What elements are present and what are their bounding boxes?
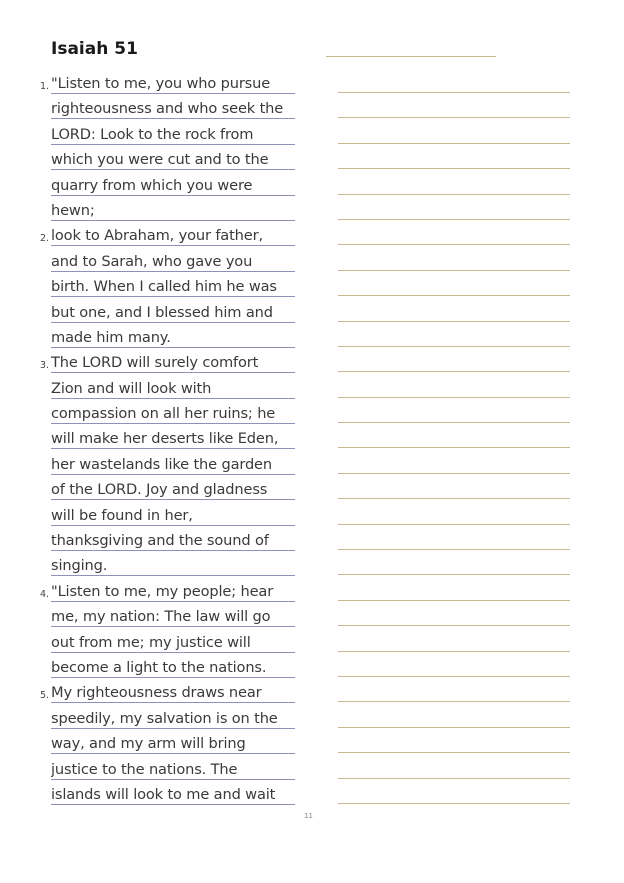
verse-line xyxy=(0,732,300,757)
text-underline xyxy=(51,550,295,551)
writing-line xyxy=(338,498,570,523)
writing-line xyxy=(338,244,570,269)
text-underline xyxy=(51,220,295,221)
writing-line xyxy=(338,270,570,295)
verse-line xyxy=(0,783,300,808)
verse-line xyxy=(0,174,300,199)
verse-line xyxy=(0,758,300,783)
text-underline xyxy=(51,93,295,94)
verse-line-text: will be found in her, xyxy=(51,506,193,524)
verse-line-text: will make her deserts like Eden, xyxy=(51,430,279,448)
writing-line xyxy=(338,219,570,244)
verse-line xyxy=(0,402,300,427)
writing-line xyxy=(338,524,570,549)
text-underline xyxy=(51,372,295,373)
writing-line xyxy=(338,778,570,803)
verse-line xyxy=(0,453,300,478)
verse-line xyxy=(0,681,300,706)
text-underline xyxy=(51,118,295,119)
writing-line xyxy=(338,143,570,168)
verse-number: 4. xyxy=(40,588,50,600)
writing-line xyxy=(338,422,570,447)
writing-line xyxy=(338,371,570,396)
verse-line-text: made him many. xyxy=(51,328,171,346)
writing-line xyxy=(338,549,570,574)
writing-line xyxy=(338,574,570,599)
text-underline xyxy=(51,322,295,323)
text-underline xyxy=(51,195,295,196)
verse-line-text: become a light to the nations. xyxy=(51,658,267,676)
verse-line-text: islands will look to me and wait xyxy=(51,785,276,803)
writing-line xyxy=(338,651,570,676)
writing-line xyxy=(338,803,570,828)
verse-line xyxy=(0,656,300,681)
verse-line xyxy=(0,301,300,326)
text-underline xyxy=(51,144,295,145)
text-underline xyxy=(51,677,295,678)
text-underline xyxy=(51,296,295,297)
verse-line xyxy=(0,275,300,300)
verse-line xyxy=(0,351,300,376)
verse-line xyxy=(0,580,300,605)
verse-line-text: "Listen to me, you who pursue xyxy=(51,75,271,92)
verse-line xyxy=(0,605,300,630)
verse-line-text: righteousness and who seek the xyxy=(51,100,284,118)
text-underline xyxy=(51,448,295,449)
verse-line xyxy=(0,504,300,529)
writing-line xyxy=(338,397,570,422)
text-underline xyxy=(51,347,295,348)
verse-line xyxy=(0,97,300,122)
verse-line-text: of the LORD. Joy and gladness xyxy=(51,481,268,499)
writing-line xyxy=(338,346,570,371)
verse-line-text: out from me; my justice will xyxy=(51,633,251,651)
writing-line xyxy=(338,625,570,650)
writing-line xyxy=(338,168,570,193)
writing-line xyxy=(338,321,570,346)
writing-line xyxy=(338,117,570,142)
verse-line-text: speedily, my salvation is on the xyxy=(51,709,278,727)
writing-line xyxy=(338,727,570,752)
text-underline xyxy=(51,728,295,729)
verse-line xyxy=(0,478,300,503)
verse-line xyxy=(0,326,300,351)
verse-line-text: My righteousness draws near xyxy=(51,684,262,702)
handwriting-practice-column xyxy=(338,92,570,828)
verse-line-text: LORD: Look to the rock from xyxy=(51,125,254,143)
writing-line xyxy=(338,295,570,320)
page-title: Isaiah 51 xyxy=(51,39,138,59)
verse-line xyxy=(0,554,300,579)
verse-line-text: her wastelands like the garden xyxy=(51,455,272,473)
verse-number: 3. xyxy=(40,360,50,372)
text-underline xyxy=(51,804,295,805)
verse-line-text: The LORD will surely comfort xyxy=(51,354,259,372)
text-underline xyxy=(51,245,295,246)
verse-line xyxy=(0,72,300,97)
text-underline xyxy=(51,169,295,170)
verse-line xyxy=(0,631,300,656)
verse-number: 1. xyxy=(40,81,50,92)
writing-line xyxy=(338,92,570,117)
verse-line-text: Zion and will look with xyxy=(51,379,212,397)
text-underline xyxy=(51,626,295,627)
text-underline xyxy=(51,601,295,602)
text-underline xyxy=(51,398,295,399)
text-underline xyxy=(51,779,295,780)
verse-line-text: singing. xyxy=(51,557,108,575)
text-underline xyxy=(51,702,295,703)
verse-line-text: but one, and I blessed him and xyxy=(51,303,273,321)
verse-line xyxy=(0,199,300,224)
verse-line xyxy=(0,224,300,249)
verse-line xyxy=(0,529,300,554)
verse-line-text: birth. When I called him he was xyxy=(51,278,277,296)
verse-line-text: compassion on all her ruins; he xyxy=(51,405,276,423)
writing-line xyxy=(338,447,570,472)
writing-line xyxy=(338,473,570,498)
verse-line-text: justice to the nations. The xyxy=(51,760,238,778)
writing-line xyxy=(338,600,570,625)
text-underline xyxy=(51,753,295,754)
verse-line xyxy=(0,250,300,275)
verse-line xyxy=(0,377,300,402)
text-underline xyxy=(51,525,295,526)
name-write-line xyxy=(326,56,496,57)
verse-line-text: and to Sarah, who gave you xyxy=(51,252,253,270)
verse-line-text: thanksgiving and the sound of xyxy=(51,532,269,550)
writing-line xyxy=(338,194,570,219)
writing-line xyxy=(338,701,570,726)
verse-line-text: hewn; xyxy=(51,201,95,219)
writing-line xyxy=(338,676,570,701)
verse-number: 2. xyxy=(40,233,50,245)
text-underline xyxy=(51,271,295,272)
text-underline xyxy=(51,652,295,653)
verse-line-text: look to Abraham, your father, xyxy=(51,227,263,245)
verse-line-text: which you were cut and to the xyxy=(51,151,269,169)
verse-line-text: quarry from which you were xyxy=(51,176,253,194)
verse-line xyxy=(0,123,300,148)
verse-line xyxy=(0,427,300,452)
text-underline xyxy=(51,575,295,576)
text-underline xyxy=(51,499,295,500)
verse-number: 5. xyxy=(40,690,50,702)
verse-line-text: me, my nation: The law will go xyxy=(51,608,271,626)
verse-line xyxy=(0,148,300,173)
verse-line-text: way, and my arm will bring xyxy=(51,735,246,753)
verse-line xyxy=(0,707,300,732)
writing-line xyxy=(338,752,570,777)
page-number: 11 xyxy=(304,812,313,820)
verse-line-text: "Listen to me, my people; hear xyxy=(51,582,274,600)
text-underline xyxy=(51,423,295,424)
text-underline xyxy=(51,474,295,475)
scripture-text-column xyxy=(0,72,300,808)
